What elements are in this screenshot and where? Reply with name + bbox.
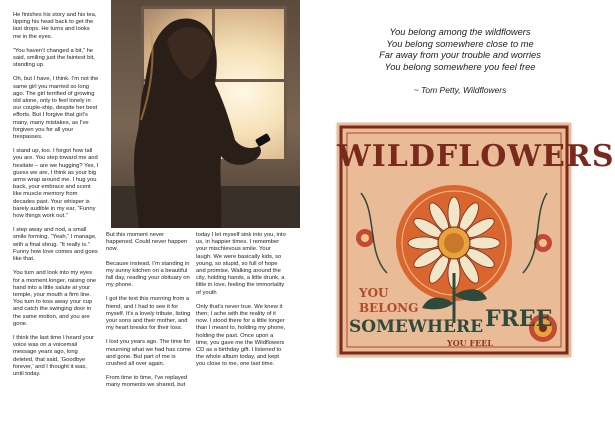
story-paragraph: He finishes his story and his tea, tipping his head back to get the last drops. He turns and looks me in the eyes. xyxy=(13,12,97,40)
story-paragraph: I think the last time I heard your voice was on a voicemail message years ago, long deleted, that said, ‘Goodbye forever,’ and I thought it was, until today. xyxy=(13,334,94,377)
story-column-2 xyxy=(106,232,192,397)
small-flower-left-icon xyxy=(356,229,374,247)
album-text-you: YOU xyxy=(359,286,389,300)
story-paragraph: Only that’s never true. We knew it then; I ache with the reality of it now. I stood there for a little longer than I meant to, holding my phone, holding the past. Once upon a time, you gave me the Wildflowers CD as a birthday gift. I listened to the whole album today, and kept you close to me, one last time. xyxy=(196,303,286,368)
story-paragraph: today I let myself sink into you, into us, in happier times. I remember your mischievous smile. Your laugh. We were basically kids, so young, so stupid, so full of hope and promise. Walking around the city, holding hands, a little drunk, a little in love, feeling the immortality of youth xyxy=(196,232,286,296)
story-paragraph: I got the text this morning from a friend, and I had to see it for myself. It’s a lovely tribute, listing your sons and their mother, and my heart breaks for their loss. xyxy=(106,296,191,332)
lyric-line: You belong somewhere you feel free xyxy=(384,61,536,72)
story-paragraph: I stand up, too. I forgot how tall you are. You step toward me and hesitate – are we hugging? Yes, I guess we are, I think as your big arms wrap around me. I hug you back, your embrace and scent like muscle memory from decades past. Your whisper is barely audible in my ear, “Funny how things work out.” xyxy=(13,148,99,220)
album-text-free: FREE xyxy=(485,306,553,332)
lyric-line: You belong somewhere close to me xyxy=(386,38,534,49)
wildflowers-album-art xyxy=(337,123,615,357)
story-column-1 xyxy=(13,12,99,385)
story-paragraph: Because instead, I’m standing in my sunny kitchen on a beautiful fall day, reading your obituary on my phone. xyxy=(106,260,190,289)
album-text-somewhere: SOMEWHERE xyxy=(349,317,484,337)
story-paragraph: But this moment never happened. Could never happen now. xyxy=(106,232,188,253)
left-page xyxy=(0,0,301,424)
woman-at-window-photo xyxy=(111,0,300,228)
story-paragraph: I lost you years ago. The time for mourning what we had has come and gone. But part of me is crushed all over again. xyxy=(106,339,192,368)
lyric-line: Far away from your trouble and worries xyxy=(379,50,541,60)
story-paragraph: “You haven’t changed a bit,” he said, smiling just the faintest bit, standing up. xyxy=(13,47,95,69)
lyric-line: You belong among the wildflowers xyxy=(389,27,531,37)
quote-attribution: ~ Tom Petty, Wildflowers xyxy=(413,85,507,95)
story-paragraph: Oh, but I have, I think. I’m not the same girl you married so long ago. The girl terrified of growing old alone, only to feel lonely in our couple-ship, despite her best efforts. But I forgive that girl’s many, many mistakes, as I’ve forgiven you for all your trespasses. xyxy=(13,76,99,141)
album-text-belong: BELONG xyxy=(359,301,419,315)
album-title: WILDFLOWERS xyxy=(337,139,615,174)
lyric-quote xyxy=(330,27,590,73)
story-column-3 xyxy=(196,232,286,376)
woman-silhouette xyxy=(111,0,300,228)
story-paragraph: You turn and look into my eyes for a moment longer, raising one hand into a little salute at your temple, your mouth a firm line. You turn to toss away your cup and catch the swinging door in the same motion, and you are gone. xyxy=(13,270,97,327)
story-paragraph: From time to time, I’ve replayed many moments we shared, but xyxy=(106,375,188,389)
album-text-you-feel: YOU FEEL xyxy=(447,338,493,348)
story-paragraph: I step away and nod, a small smile forming. “Yeah,” I manage, with a final shrug. “It really is.” Funny how love comes and goes like that. xyxy=(13,227,98,263)
